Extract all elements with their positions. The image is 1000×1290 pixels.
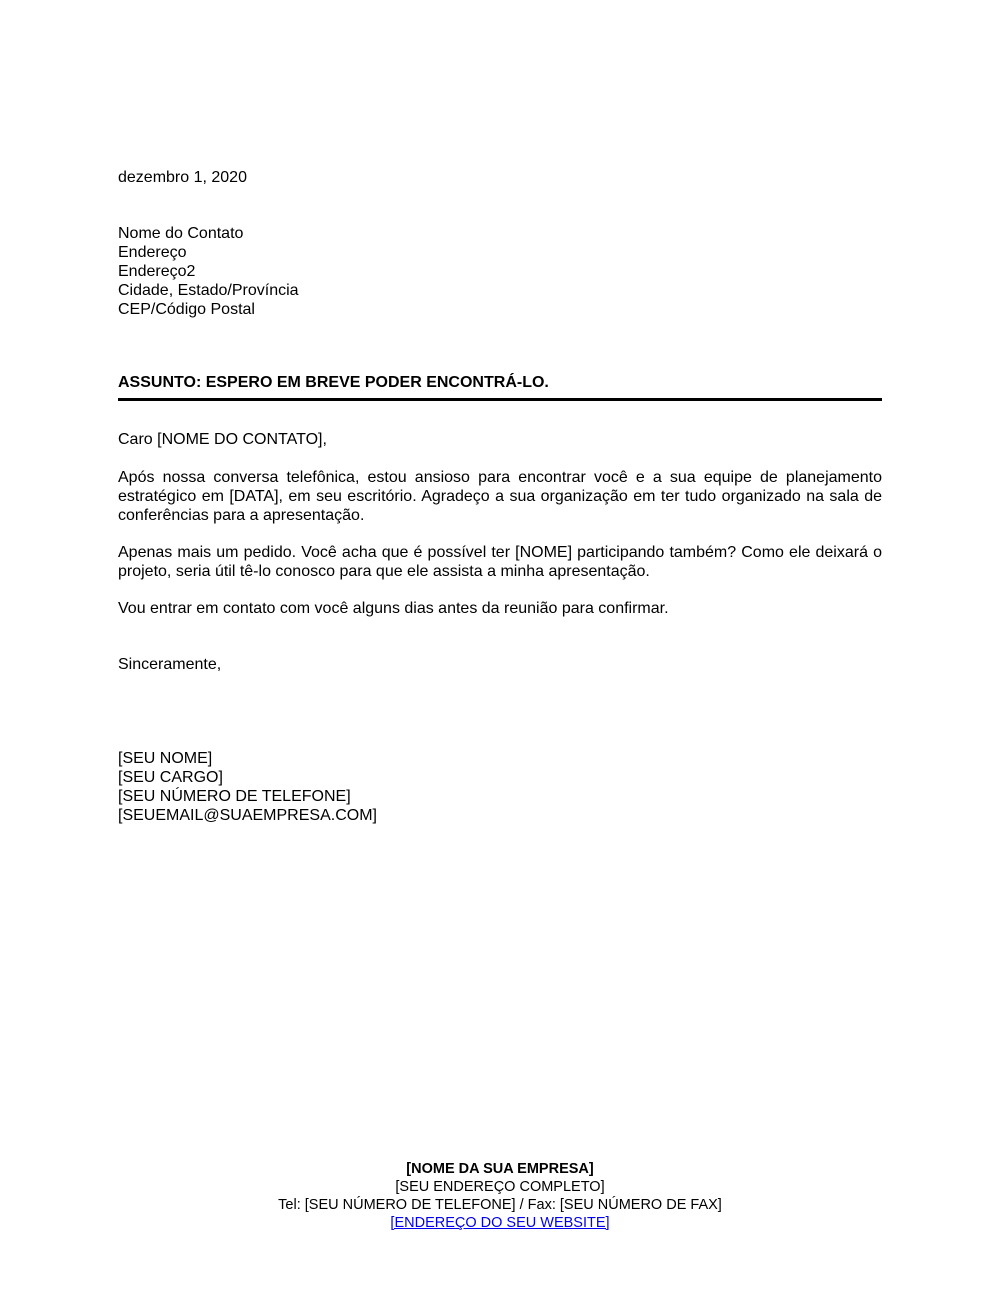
letter-date: dezembro 1, 2020 bbox=[118, 169, 247, 186]
recipient-address1: Endereço bbox=[118, 244, 187, 261]
signature-name: [SEU NOME] bbox=[118, 750, 213, 767]
recipient-address2: Endereço2 bbox=[118, 263, 196, 280]
signature-title: [SEU CARGO] bbox=[118, 769, 223, 786]
footer-address: [SEU ENDEREÇO COMPLETO] bbox=[395, 1179, 605, 1195]
greeting: Caro [NOME DO CONTATO], bbox=[118, 431, 327, 448]
subject-divider bbox=[118, 398, 882, 401]
company-footer bbox=[0, 1160, 1000, 1232]
recipient-block bbox=[118, 224, 882, 319]
signature-block bbox=[118, 749, 882, 825]
closing: Sinceramente, bbox=[118, 656, 222, 673]
body-paragraph-1: Após nossa conversa telefônica, estou ansioso para encontrar você e a sua equipe de planejamento estratégico em [DATA], em seu escritório. Agradeço a sua organização em ter tudo organizado na sala de conferências para a apresentação. bbox=[118, 469, 882, 524]
subject-line: ASSUNTO: ESPERO EM BREVE PODER ENCONTRÁ-LO. bbox=[118, 374, 549, 391]
recipient-name: Nome do Contato bbox=[118, 225, 244, 242]
signature-email: [SEUEMAIL@SUAEMPRESA.COM] bbox=[118, 807, 377, 824]
body-paragraph-3: Vou entrar em contato com você alguns dias antes da reunião para confirmar. bbox=[118, 600, 669, 617]
body-paragraph-2: Apenas mais um pedido. Você acha que é possível ter [NOME] participando também? Como ele deixará o projeto, seria útil tê-lo conosco para que ele assista a minha apresentação. bbox=[118, 544, 882, 580]
signature-phone: [SEU NÚMERO DE TELEFONE] bbox=[118, 788, 351, 805]
recipient-postal: CEP/Código Postal bbox=[118, 301, 255, 318]
footer-website-link[interactable]: [ENDEREÇO DO SEU WEBSITE] bbox=[390, 1215, 610, 1231]
footer-contact: Tel: [SEU NÚMERO DE TELEFONE] / Fax: [SEU NÚMERO DE FAX] bbox=[278, 1197, 722, 1213]
recipient-city-line: Cidade, Estado/Província bbox=[118, 282, 299, 299]
footer-company-name: [NOME DA SUA EMPRESA] bbox=[406, 1161, 594, 1177]
